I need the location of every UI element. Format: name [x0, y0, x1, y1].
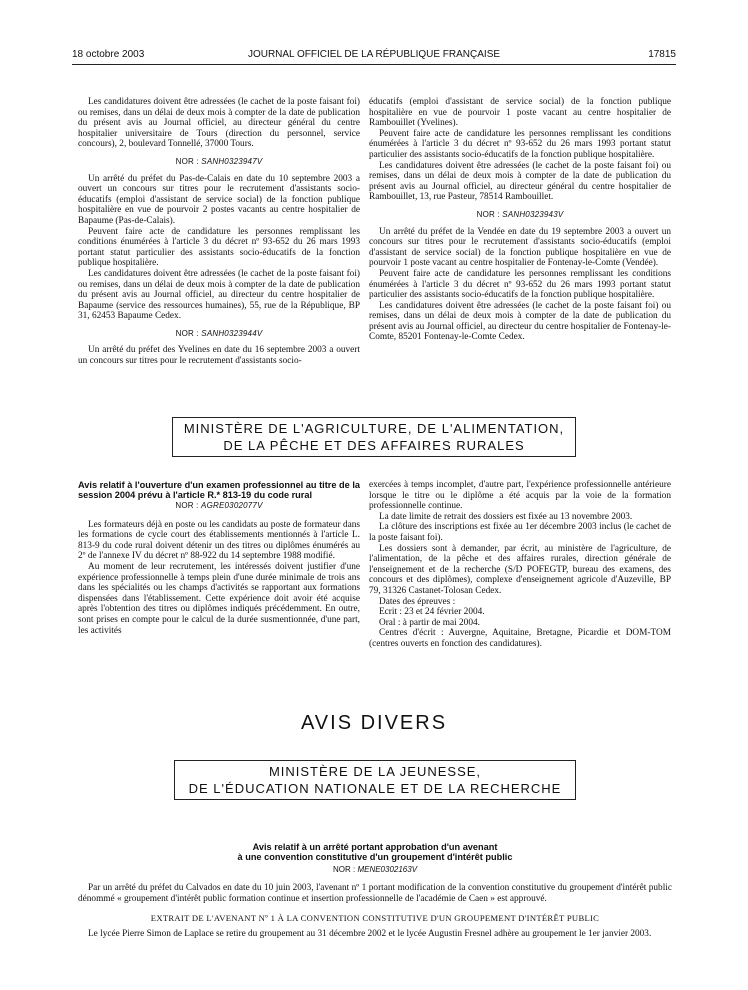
paragraph: Les candidatures doivent être adressées (le cachet de la poste faisant foi) ou remises, dans un délai de deux mois à compter de la date de publication du présent avis au Journal officiel, au directeur général du centre hospitalier de Rambouillet, 13, rue Pasteur, 78514 Rambouillet. [369, 160, 671, 203]
ministry-heading-agriculture [172, 417, 576, 457]
ministry-heading-education [174, 760, 576, 800]
column-4 [369, 480, 671, 650]
paragraph: Un arrêté du préfet de la Vendée en date du 19 septembre 2003 a ouvert un concours sur titres pour le recrutement d'assistants socio-éducatifs (emploi d'assistant de service social) de la fonction publique hospitalière en vue de pourvoir 1 poste vacant au centre hospitalier de Fontenay-le-Comte (Vendée). [369, 226, 671, 269]
nor-code: AGRE0302077V [201, 501, 263, 510]
column-3 [78, 480, 360, 636]
paragraph: Les candidatures doivent être adressées (le cachet de la poste faisant foi) ou remises, dans un délai de deux mois à compter de la date de publication du présent avis au Journal officiel, au directeur du centre hospitalier de Fontenay-le-Comte, 85201 Fontenay-le-Comte Cedex. [369, 300, 671, 343]
paragraph: Un arrêté du préfet des Yvelines en date du 16 septembre 2003 a ouvert un concours sur titres pour le recrutement d'assistants socio- [78, 345, 360, 367]
column-2 [369, 97, 671, 343]
header-date: 18 octobre 2003 [72, 49, 145, 60]
paragraph: Centres d'écrit : Auvergne, Aquitaine, Bretagne, Picardie et DOM-TOM (centres ouverts en fonction des candidatures). [369, 628, 671, 649]
paragraph: exercées à temps incomplet, d'autre part, l'expérience professionnelle antérieure lorsque le titre ou le diplôme a été acquis par la voie de la formation professionnelle continue. [369, 480, 671, 512]
extract-heading: EXTRAIT DE L'AVENANT Nº 1 À LA CONVENTION CONSTITUTIVE D'UN GROUPEMENT D'INTÉRÊT PUBLIC [150, 912, 600, 923]
paragraph: Peuvent faire acte de candidature les personnes remplissant les conditions énumérées à l'article 3 du décret nº 93-652 du 26 mars 1993 portant statut particulier des assistants socio-éducatifs de la fonction publique hospitalière. [369, 268, 671, 301]
nor-code: SANH0323947V [201, 156, 263, 166]
nor-code: SANH0323944V [201, 328, 263, 338]
page-header [72, 49, 676, 63]
notice-title: Avis relatif à l'ouverture d'un examen professionnel au titre de la session 2004 prévu à l'article R.* 813-19 du code rural [78, 480, 360, 500]
paragraph: Les candidatures doivent être adressées (le cachet de la poste faisant foi) ou remises, dans un délai de deux mois à compter de la date de publication du présent avis au Journal officiel, au directeur du centre hospitalier de Bapaume (service des ressources humaines), 55, rue de la République, BP 31, 62453 Bapaume Cedex. [78, 268, 360, 322]
paragraph: Les candidatures doivent être adressées (le cachet de la poste faisant foi) ou remises, dans un délai de deux mois à compter de la date de publication du présent avis au Journal officiel, au directeur général du centre hospitalier universitaire de Tours (direction du personnel, service concours), 2, boulevard Tonnellé, 37000 Tours. [78, 97, 360, 150]
ministry-line: DE LA PÊCHE ET DES AFFAIRES RURALES [223, 438, 525, 453]
notice-title: à une convention constitutive d'un groupement d'intérêt public [237, 852, 513, 863]
paragraph: Oral : à partir de mai 2004. [379, 617, 480, 628]
education-notice [78, 842, 672, 940]
ministry-line: DE L'ÉDUCATION NATIONALE ET DE LA RECHERCHE [188, 781, 562, 796]
section-title-avis-divers: AVIS DIVERS [300, 712, 448, 734]
nor-reference: NOR : SANH0323947V [175, 156, 263, 166]
paragraph: Par un arrêté du préfet du Calvados en date du 10 juin 2003, l'avenant nº 1 portant modification de la convention constitutive du groupement d'intérêt public dénommé « groupement d'intérêt public formation continue et insertion professionnelle de l'académie de Caen » est approuvé. [78, 883, 672, 904]
nor-reference: NOR : AGRE0302077V [175, 501, 263, 510]
ministry-line: MINISTÈRE DE L'AGRICULTURE, DE L'ALIMENTATION, [183, 421, 565, 436]
column-1 [78, 97, 360, 367]
paragraph: Peuvent faire acte de candidature les personnes remplissant les conditions énumérées à l'article 3 du décret nº 93-652 du 26 mars 1993 portant statut particulier des assistants socio-éducatifs de la fonction publique hospitalière. [369, 128, 671, 160]
paragraph: Au moment de leur recrutement, les intéressés doivent justifier d'une expérience professionnelle à temps plein d'une durée minimale de trois ans dans les spécialités ou les champs d'activités se rapportant aux formations dispensées dans l'établissement. Cette expérience doit avoir été acquise après l'obtention des titres ou diplômes indiqués précédemment. En outre, sont prises en compte pour le calcul de la durée susmentionnée, d'une part, les activités [78, 561, 360, 636]
paragraph: Le lycée Pierre Simon de Laplace se retire du groupement au 31 décembre 2002 et le lycée Augustin Fresnel adhère au groupement le 1er janvier 2003. [88, 929, 652, 940]
paragraph: Peuvent faire acte de candidature les personnes remplissant les conditions énumérées à l'article 3 du décret nº 93-652 du 26 mars 1993 portant statut particulier des assistants socio-éducatifs de la fonction publique hospitalière. [78, 226, 360, 269]
paragraph: Les dossiers sont à demander, par écrit, au ministère de l'agriculture, de l'alimentation, de la pêche et des affaires rurales, direction générale de l'enseignement et de la recherche (S/D POFEGTP, bureau des examens, des concours et des diplômes), complexe d'enseignement agricole d'Auzeville, BP 79, 31326 Castanet-Tolosan Cedex. [369, 543, 671, 596]
page-number: 17815 [648, 49, 676, 60]
paragraph: Les formateurs déjà en poste ou les candidats au poste de formateur dans les formations de cycle court des établissements mentionnés à l'article L. 813-9 du code rural doivent détenir un des titres ou diplômes énumérés au 2º de l'annexe IV du décret nº 88-922 du 14 septembre 1988 modifié. [78, 519, 360, 562]
nor-code: MENE0302163V [357, 864, 418, 874]
nor-code: SANH0323943V [502, 209, 564, 219]
journal-title: JOURNAL OFFICIEL DE LA RÉPUBLIQUE FRANÇAISE [247, 49, 501, 60]
paragraph: Dates des épreuves : [379, 596, 456, 607]
paragraph: Ecrit : 23 et 24 février 2004. [379, 607, 485, 618]
paragraph: éducatifs (emploi d'assistant de service social) de la fonction publique hospitalière en vue de pourvoir 1 poste vacant au centre hospitalier de Rambouillet (Yvelines). [369, 97, 671, 129]
nor-reference: NOR : SANH0323944V [175, 328, 263, 338]
nor-reference: NOR : SANH0323943V [476, 209, 564, 219]
paragraph: Un arrêté du préfet du Pas-de-Calais en date du 10 septembre 2003 a ouvert un concours sur titres pour le recrutement d'assistants socio-éducatifs (emploi d'assistant de service social) de la fonction publique hospitalière en vue de pourvoir 2 postes vacants au centre hospitalier de Bapaume (Pas-de-Calais). [78, 173, 360, 226]
nor-reference: NOR : MENE0302163V [332, 864, 418, 874]
notice-title: Avis relatif à un arrêté portant approbation d'un avenant [252, 842, 498, 852]
paragraph: La clôture des inscriptions est fixée au 1er décembre 2003 inclus (le cachet de la poste faisant foi). [369, 522, 671, 543]
ministry-line: MINISTÈRE DE LA JEUNESSE, [268, 764, 482, 779]
paragraph: La date limite de retrait des dossiers est fixée au 13 novembre 2003. [379, 511, 633, 522]
header-rule [72, 64, 676, 65]
